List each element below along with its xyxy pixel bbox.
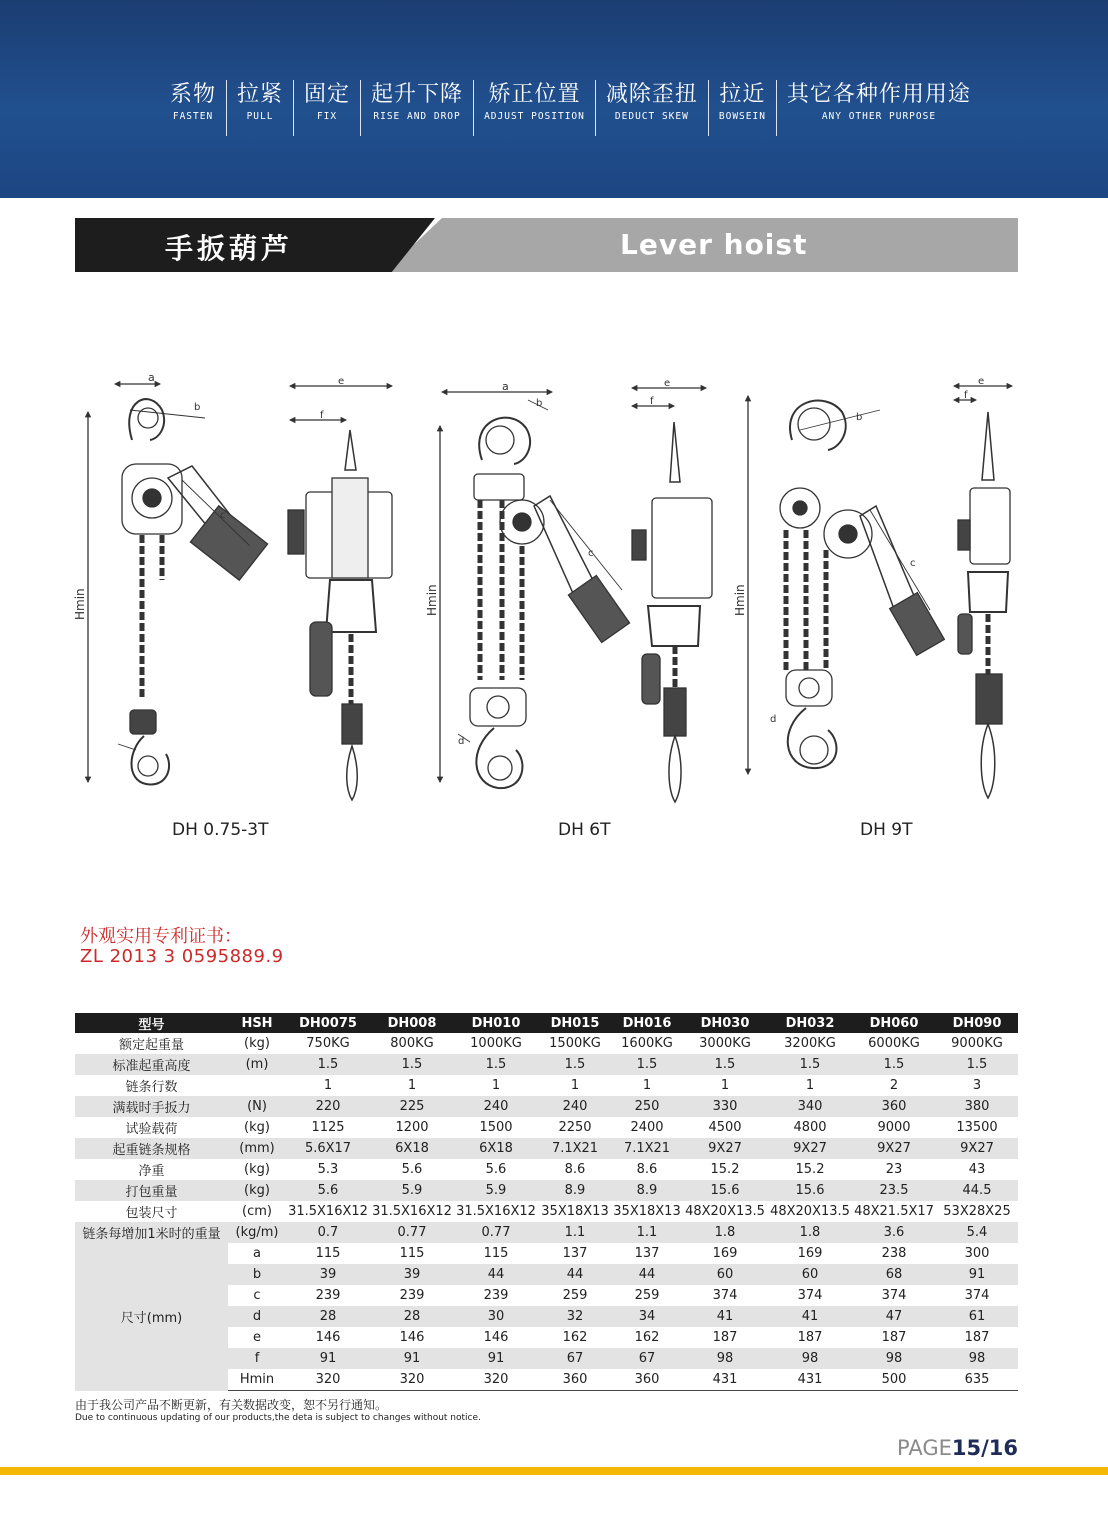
row-value: 1 — [768, 1075, 852, 1096]
row-value: 44 — [454, 1264, 538, 1285]
row-value: 360 — [538, 1369, 612, 1391]
page-number — [897, 1436, 1018, 1460]
row-value: 2 — [852, 1075, 936, 1096]
row-value: 8.6 — [612, 1159, 682, 1180]
table-row — [75, 1243, 1018, 1264]
drawing-1-side — [288, 376, 392, 800]
dim-e: e — [338, 376, 345, 387]
table-row — [75, 1201, 1018, 1222]
row-value: 374 — [768, 1285, 852, 1306]
row-value: 1600KG — [612, 1033, 682, 1054]
row-value: 1000KG — [454, 1033, 538, 1054]
section-title-bar — [75, 218, 1018, 272]
row-value: 23 — [852, 1159, 936, 1180]
row-value: 1.8 — [768, 1222, 852, 1243]
table-row — [75, 1117, 1018, 1138]
row-value: 380 — [936, 1096, 1018, 1117]
header-cell: DH0075 — [286, 1013, 370, 1033]
table-row — [75, 1159, 1018, 1180]
row-value: 6000KG — [852, 1033, 936, 1054]
row-value: 3 — [936, 1075, 1018, 1096]
row-value: 162 — [612, 1327, 682, 1348]
row-value: 8.9 — [612, 1180, 682, 1201]
table-row — [75, 1096, 1018, 1117]
row-value: 1200 — [370, 1117, 454, 1138]
row-value: 5.6 — [286, 1180, 370, 1201]
row-value: 3000KG — [682, 1033, 768, 1054]
row-value: 31.5X16X12 — [286, 1201, 370, 1222]
dim-f: f — [650, 396, 654, 407]
header-cell: DH010 — [454, 1013, 538, 1033]
row-value: 39 — [286, 1264, 370, 1285]
page-current: 15 — [951, 1436, 982, 1460]
row-value: 137 — [538, 1243, 612, 1264]
row-value: 15.6 — [768, 1180, 852, 1201]
header-cell: DH016 — [612, 1013, 682, 1033]
nav-cn: 矫正位置 — [488, 82, 581, 107]
row-value: 340 — [768, 1096, 852, 1117]
page-separator: / — [981, 1436, 989, 1460]
row-name: 满载时手扳力 — [75, 1096, 228, 1117]
row-value: 60 — [768, 1264, 852, 1285]
row-value: 31.5X16X12 — [370, 1201, 454, 1222]
table-row — [75, 1180, 1018, 1201]
row-value: 30 — [454, 1306, 538, 1327]
nav-cn: 拉紧 — [237, 82, 284, 107]
row-value: 6X18 — [370, 1138, 454, 1159]
row-value: 91 — [370, 1348, 454, 1369]
nav-item-fasten — [160, 80, 226, 136]
dim-c: c — [220, 510, 226, 521]
model-label-dh6t: DH 6T — [558, 820, 611, 840]
row-value: 35X18X13 — [538, 1201, 612, 1222]
row-value: 1.1 — [538, 1222, 612, 1243]
row-value: 8.6 — [538, 1159, 612, 1180]
nav-cn: 拉近 — [719, 82, 766, 107]
header-cell: DH060 — [852, 1013, 936, 1033]
row-unit: (kg) — [228, 1159, 286, 1180]
row-value: 15.2 — [768, 1159, 852, 1180]
header-cell: 型号 — [75, 1013, 228, 1033]
row-value: 6X18 — [454, 1138, 538, 1159]
table-header — [75, 1013, 1018, 1033]
table-row — [75, 1075, 1018, 1096]
row-value: 1.5 — [454, 1054, 538, 1075]
row-value: 98 — [682, 1348, 768, 1369]
row-value: 9000 — [852, 1117, 936, 1138]
row-value: 44.5 — [936, 1180, 1018, 1201]
row-value: 13500 — [936, 1117, 1018, 1138]
drawing-3-front — [733, 396, 944, 774]
row-value: 5.9 — [370, 1180, 454, 1201]
row-value: 43 — [936, 1159, 1018, 1180]
nav-item-fix — [293, 80, 360, 136]
row-value: 61 — [936, 1306, 1018, 1327]
row-value: 0.7 — [286, 1222, 370, 1243]
header-cell: DH032 — [768, 1013, 852, 1033]
row-unit: (kg) — [228, 1180, 286, 1201]
dim-hmin: Hmin — [73, 588, 87, 620]
row-value: 1500 — [454, 1117, 538, 1138]
dim-e: e — [978, 376, 985, 387]
nav-en: PULL — [246, 111, 274, 122]
row-value: 39 — [370, 1264, 454, 1285]
dim-d: d — [770, 714, 777, 725]
row-unit: (kg/m) — [228, 1222, 286, 1243]
nav-cn: 减除歪扭 — [605, 82, 698, 107]
nav-en: ADJUST POSITION — [484, 111, 585, 122]
table-row — [75, 1138, 1018, 1159]
table-body — [75, 1033, 1018, 1391]
drawing-2-front — [425, 380, 630, 788]
row-value: 225 — [370, 1096, 454, 1117]
note-cn: 由于我公司产品不断更新，有关数据改变，恕不另行通知。 — [75, 1398, 388, 1412]
dim-group-label: 尺寸(mm) — [75, 1243, 228, 1391]
row-value: 2400 — [612, 1117, 682, 1138]
drawing-1-front — [73, 371, 268, 785]
row-value: 146 — [454, 1327, 538, 1348]
row-name: 包装尺寸 — [75, 1201, 228, 1222]
row-value: 23.5 — [852, 1180, 936, 1201]
dim-b: b — [194, 402, 201, 413]
dim-e: e — [664, 378, 671, 389]
patent-label: 外观实用专利证书： — [80, 926, 242, 947]
row-value: 320 — [370, 1369, 454, 1391]
row-value: 5.4 — [936, 1222, 1018, 1243]
nav-item-deduct — [595, 80, 708, 136]
row-name: 额定起重量 — [75, 1033, 228, 1054]
row-value: 115 — [370, 1243, 454, 1264]
row-value: 320 — [454, 1369, 538, 1391]
nav-item-other — [776, 80, 981, 136]
row-value: 360 — [852, 1096, 936, 1117]
row-name: 净重 — [75, 1159, 228, 1180]
row-unit: a — [228, 1243, 286, 1264]
title-en: Lever hoist — [620, 228, 808, 261]
row-unit: (N) — [228, 1096, 286, 1117]
row-value: 259 — [538, 1285, 612, 1306]
row-unit: (mm) — [228, 1138, 286, 1159]
row-value: 1.5 — [852, 1054, 936, 1075]
row-value: 9000KG — [936, 1033, 1018, 1054]
row-value: 35X18X13 — [612, 1201, 682, 1222]
nav-en: ANY OTHER PURPOSE — [821, 111, 937, 122]
row-value: 1 — [538, 1075, 612, 1096]
row-value: 91 — [286, 1348, 370, 1369]
row-value: 187 — [936, 1327, 1018, 1348]
row-value: 9X27 — [936, 1138, 1018, 1159]
page-prefix: PAGE — [897, 1436, 952, 1460]
row-value: 4800 — [768, 1117, 852, 1138]
note-en: Due to continuous updating of our products,the deta is subject to changes without notice. — [75, 1413, 481, 1423]
row-value: 239 — [454, 1285, 538, 1306]
row-unit: (cm) — [228, 1201, 286, 1222]
row-unit — [228, 1075, 286, 1096]
row-value: 4500 — [682, 1117, 768, 1138]
row-value: 0.77 — [370, 1222, 454, 1243]
row-value: 47 — [852, 1306, 936, 1327]
row-value: 300 — [936, 1243, 1018, 1264]
dim-b: b — [536, 398, 543, 409]
row-value: 374 — [852, 1285, 936, 1306]
row-value: 67 — [612, 1348, 682, 1369]
row-value: 98 — [768, 1348, 852, 1369]
row-value: 1 — [612, 1075, 682, 1096]
row-unit: b — [228, 1264, 286, 1285]
nav-en: FASTEN — [172, 111, 214, 122]
row-unit: (kg) — [228, 1033, 286, 1054]
table-row — [75, 1033, 1018, 1054]
title-cn: 手扳葫芦 — [165, 232, 294, 265]
row-name: 试验载荷 — [75, 1117, 228, 1138]
row-value: 187 — [852, 1327, 936, 1348]
row-value: 1.8 — [682, 1222, 768, 1243]
nav-item-pull — [226, 80, 293, 136]
dim-c: c — [910, 558, 916, 569]
spec-table — [75, 1013, 1018, 1391]
row-value: 28 — [286, 1306, 370, 1327]
nav-en: RISE AND DROP — [373, 111, 461, 122]
row-value: 169 — [682, 1243, 768, 1264]
row-value: 635 — [936, 1369, 1018, 1391]
row-value: 32 — [538, 1306, 612, 1327]
row-value: 91 — [936, 1264, 1018, 1285]
row-unit: c — [228, 1285, 286, 1306]
row-value: 48X20X13.5 — [768, 1201, 852, 1222]
row-name: 链条行数 — [75, 1075, 228, 1096]
row-value: 259 — [612, 1285, 682, 1306]
row-value: 1500KG — [538, 1033, 612, 1054]
row-value: 374 — [682, 1285, 768, 1306]
dim-a: a — [148, 371, 155, 384]
row-value: 187 — [768, 1327, 852, 1348]
row-value: 1.5 — [682, 1054, 768, 1075]
row-value: 68 — [852, 1264, 936, 1285]
row-value: 431 — [682, 1369, 768, 1391]
row-value: 41 — [682, 1306, 768, 1327]
row-value: 1.5 — [538, 1054, 612, 1075]
row-value: 5.9 — [454, 1180, 538, 1201]
nav-cn: 系物 — [170, 82, 217, 107]
nav-cn: 其它各种作用用途 — [786, 82, 971, 107]
row-value: 8.9 — [538, 1180, 612, 1201]
row-value: 169 — [768, 1243, 852, 1264]
row-name: 标准起重高度 — [75, 1054, 228, 1075]
row-value: 1.5 — [612, 1054, 682, 1075]
row-value: 162 — [538, 1327, 612, 1348]
patent-number: ZL 2013 3 0595889.9 — [80, 946, 284, 967]
row-value: 1 — [454, 1075, 538, 1096]
row-unit: f — [228, 1348, 286, 1369]
row-name: 打包重量 — [75, 1180, 228, 1201]
row-value: 240 — [538, 1096, 612, 1117]
row-value: 5.6 — [370, 1159, 454, 1180]
row-value: 431 — [768, 1369, 852, 1391]
dim-c: c — [588, 548, 594, 559]
row-unit: (kg) — [228, 1117, 286, 1138]
row-value: 146 — [286, 1327, 370, 1348]
row-value: 240 — [454, 1096, 538, 1117]
row-value: 98 — [852, 1348, 936, 1369]
header-cell: DH030 — [682, 1013, 768, 1033]
page-total: 16 — [988, 1436, 1018, 1460]
row-value: 48X21.5X17 — [852, 1201, 936, 1222]
row-value: 1125 — [286, 1117, 370, 1138]
drawing-2-side — [632, 378, 712, 802]
row-value: 238 — [852, 1243, 936, 1264]
header-banner — [0, 0, 1108, 198]
row-unit: Hmin — [228, 1369, 286, 1391]
row-value: 187 — [682, 1327, 768, 1348]
header-cell: DH015 — [538, 1013, 612, 1033]
table-row — [75, 1222, 1018, 1243]
row-value: 320 — [286, 1369, 370, 1391]
row-value: 2250 — [538, 1117, 612, 1138]
row-value: 1 — [370, 1075, 454, 1096]
row-value: 91 — [454, 1348, 538, 1369]
row-value: 500 — [852, 1369, 936, 1391]
dim-hmin: Hmin — [733, 584, 747, 616]
technical-drawings — [70, 370, 1030, 840]
row-value: 360 — [612, 1369, 682, 1391]
row-value: 750KG — [286, 1033, 370, 1054]
row-unit: (m) — [228, 1054, 286, 1075]
nav-item-rise-drop — [360, 80, 473, 136]
row-value: 28 — [370, 1306, 454, 1327]
dim-b: b — [856, 412, 863, 423]
row-value: 15.6 — [682, 1180, 768, 1201]
row-value: 9X27 — [682, 1138, 768, 1159]
row-value: 374 — [936, 1285, 1018, 1306]
nav-cn: 固定 — [304, 82, 351, 107]
row-value: 44 — [612, 1264, 682, 1285]
row-value: 44 — [538, 1264, 612, 1285]
nav-en: BOWSEIN — [718, 111, 766, 122]
hoist-drawings-svg — [70, 370, 1030, 810]
row-value: 1.5 — [768, 1054, 852, 1075]
row-value: 9X27 — [768, 1138, 852, 1159]
header-cell: DH008 — [370, 1013, 454, 1033]
row-value: 115 — [286, 1243, 370, 1264]
row-name: 起重链条规格 — [75, 1138, 228, 1159]
dim-d: d — [458, 736, 465, 747]
footer-accent-line — [0, 1467, 1108, 1475]
row-value: 239 — [286, 1285, 370, 1306]
row-value: 220 — [286, 1096, 370, 1117]
row-unit: d — [228, 1306, 286, 1327]
row-value: 3.6 — [852, 1222, 936, 1243]
row-value: 7.1X21 — [612, 1138, 682, 1159]
row-value: 67 — [538, 1348, 612, 1369]
nav-cn: 起升下降 — [371, 82, 464, 107]
row-name: 链条每增加1米时的重量 — [75, 1222, 228, 1243]
row-value: 250 — [612, 1096, 682, 1117]
usage-nav — [160, 80, 981, 140]
model-label-dh075-3t: DH 0.75-3T — [172, 820, 269, 840]
nav-item-bowsein — [708, 80, 776, 136]
row-value: 1.5 — [936, 1054, 1018, 1075]
dim-f: f — [964, 390, 968, 401]
row-value: 60 — [682, 1264, 768, 1285]
header-cell: DH090 — [936, 1013, 1018, 1033]
row-value: 146 — [370, 1327, 454, 1348]
nav-en: DEDUCT SKEW — [614, 111, 689, 122]
drawing-3-side — [954, 376, 1012, 798]
dim-f: f — [320, 410, 324, 421]
row-value: 1.1 — [612, 1222, 682, 1243]
row-value: 48X20X13.5 — [682, 1201, 768, 1222]
model-label-dh9t: DH 9T — [860, 820, 913, 840]
row-value: 800KG — [370, 1033, 454, 1054]
header-cell: HSH — [228, 1013, 286, 1033]
row-value: 1.5 — [286, 1054, 370, 1075]
row-unit: e — [228, 1327, 286, 1348]
row-value: 41 — [768, 1306, 852, 1327]
row-value: 1.5 — [370, 1054, 454, 1075]
row-value: 5.3 — [286, 1159, 370, 1180]
dim-a: a — [502, 380, 509, 393]
row-value: 7.1X21 — [538, 1138, 612, 1159]
row-value: 239 — [370, 1285, 454, 1306]
nav-en: FIX — [316, 111, 338, 122]
row-value: 98 — [936, 1348, 1018, 1369]
row-value: 5.6X17 — [286, 1138, 370, 1159]
row-value: 3200KG — [768, 1033, 852, 1054]
row-value: 137 — [612, 1243, 682, 1264]
row-value: 9X27 — [852, 1138, 936, 1159]
nav-item-adjust — [473, 80, 595, 136]
row-value: 1 — [286, 1075, 370, 1096]
row-value: 34 — [612, 1306, 682, 1327]
row-value: 0.77 — [454, 1222, 538, 1243]
row-value: 15.2 — [682, 1159, 768, 1180]
row-value: 1 — [682, 1075, 768, 1096]
table-row — [75, 1054, 1018, 1075]
row-value: 115 — [454, 1243, 538, 1264]
row-value: 53X28X25 — [936, 1201, 1018, 1222]
row-value: 31.5X16X12 — [454, 1201, 538, 1222]
row-value: 330 — [682, 1096, 768, 1117]
dim-hmin: Hmin — [425, 584, 439, 616]
row-value: 5.6 — [454, 1159, 538, 1180]
